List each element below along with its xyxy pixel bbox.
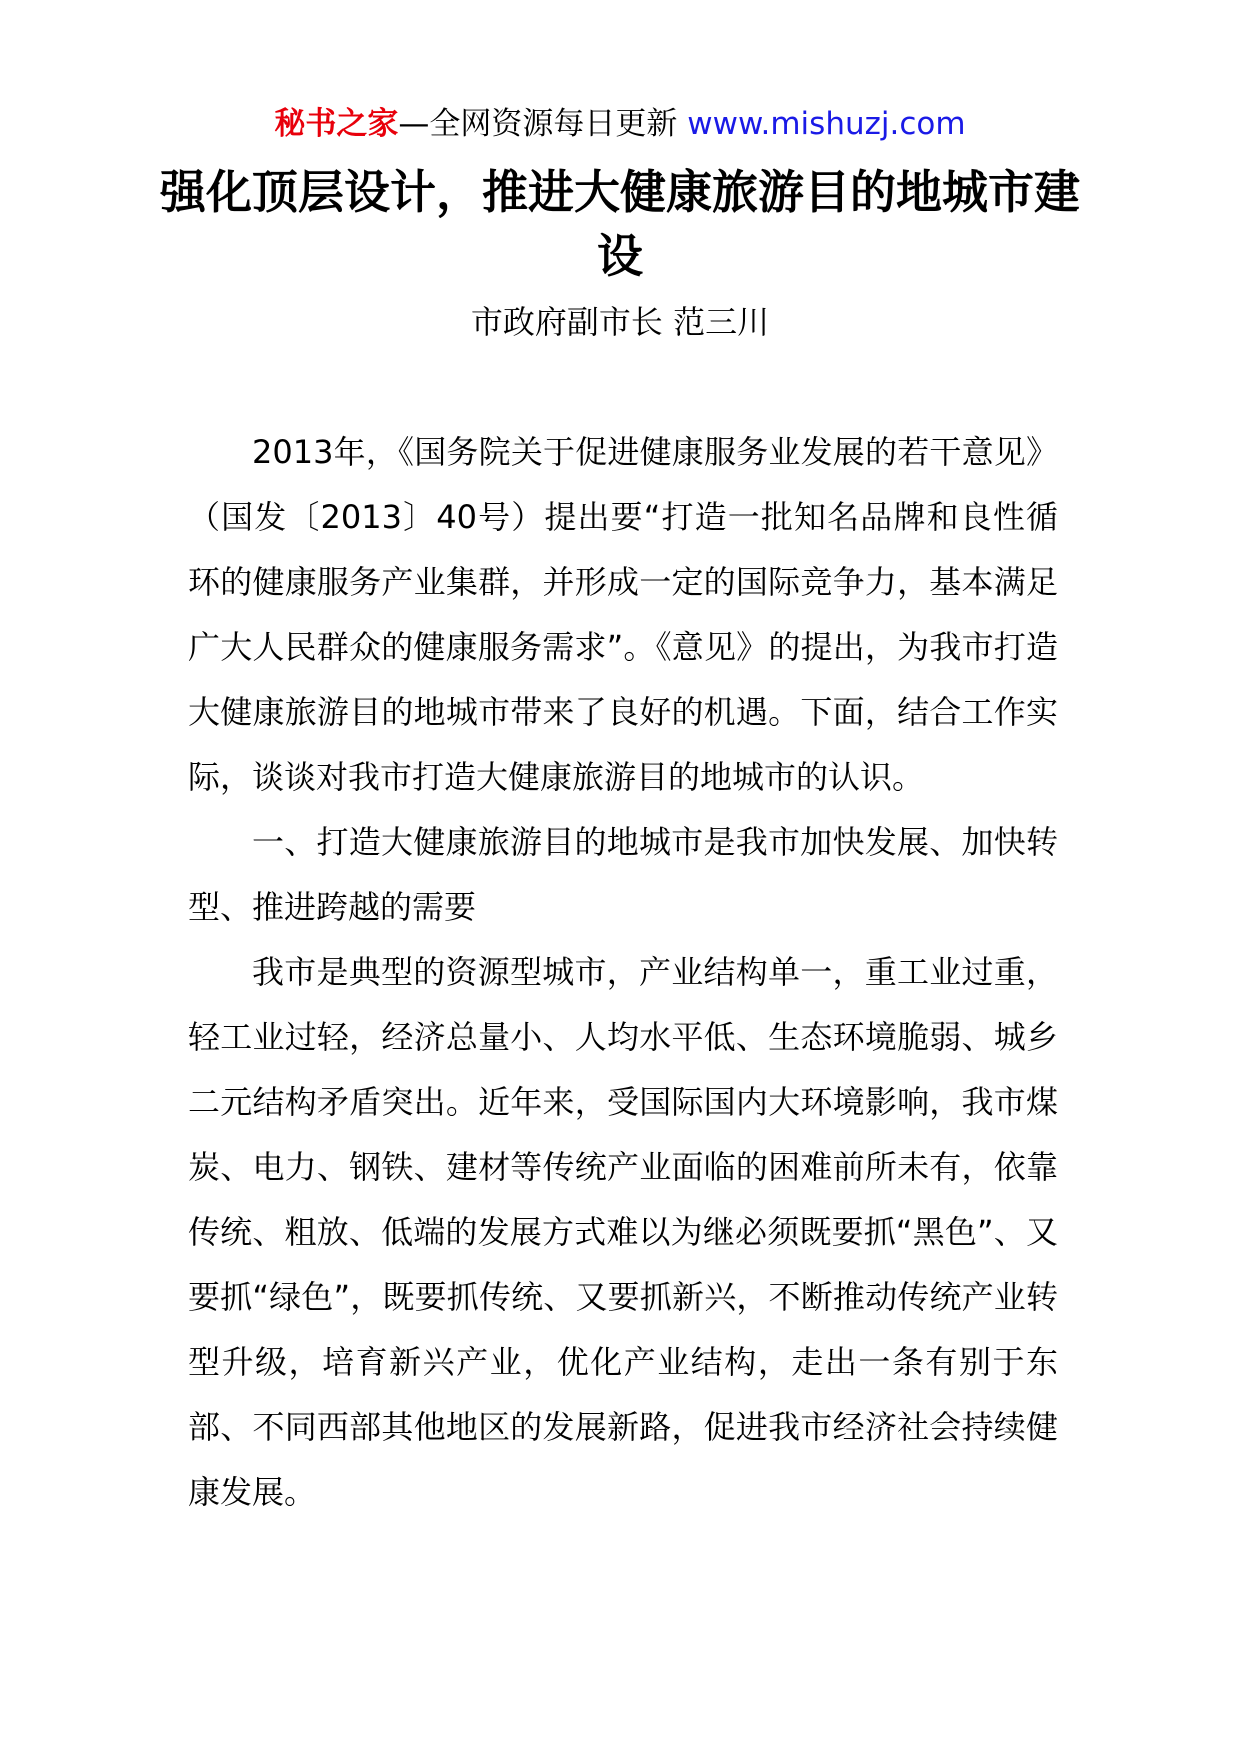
- document-title: 强化顶层设计，推进大健康旅游目的地城市建设: [160, 165, 1080, 283]
- section-heading: 一、打造大健康旅游目的地城市是我市加快发展、加快转型、推进跨越的需要: [188, 823, 1058, 926]
- site-brand: 秘书之家: [274, 106, 399, 142]
- site-header: [0, 104, 1240, 144]
- body-paragraph: 我市是典型的资源型城市，产业结构单一，重工业过重，轻工业过轻，经济总量小、人均水平低、生态环境脆弱、城乡二元结构矛盾突出。近年来，受国际国内大环境影响，我市煤炭、电力、钢铁、建材等传统产业面临的困难前所未有，依靠传统、粗放、低端的发展方式难以为继必须既要抓“黑色”、又要抓“绿色”，既要抓传统、又要抓新兴，不断推动传统产业转型升级，培育新兴产业，优化产业结构，走出一条有别于东部、不同西部其他地区的发展新路，促进我市经济社会持续健康发展。: [188, 953, 1058, 1511]
- document-author: 市政府副市长 范三川: [470, 303, 770, 341]
- document-body: [188, 420, 1058, 1525]
- body-paragraph: 2013年，《国务院关于促进健康服务业发展的若干意见》（国发〔2013〕40号）提出要“打造一批知名品牌和良性循环的健康服务产业集群，并形成一定的国际竞争力，基本满足广大人民群众的健康服务需求”。《意见》的提出，为我市打造大健康旅游目的地城市带来了良好的机遇。下面，结合工作实际，谈谈对我市打造大健康旅游目的地城市的认识。: [188, 433, 1058, 796]
- site-url: www.mishuzj.com: [687, 106, 966, 142]
- site-tagline: —全网资源每日更新: [398, 106, 678, 142]
